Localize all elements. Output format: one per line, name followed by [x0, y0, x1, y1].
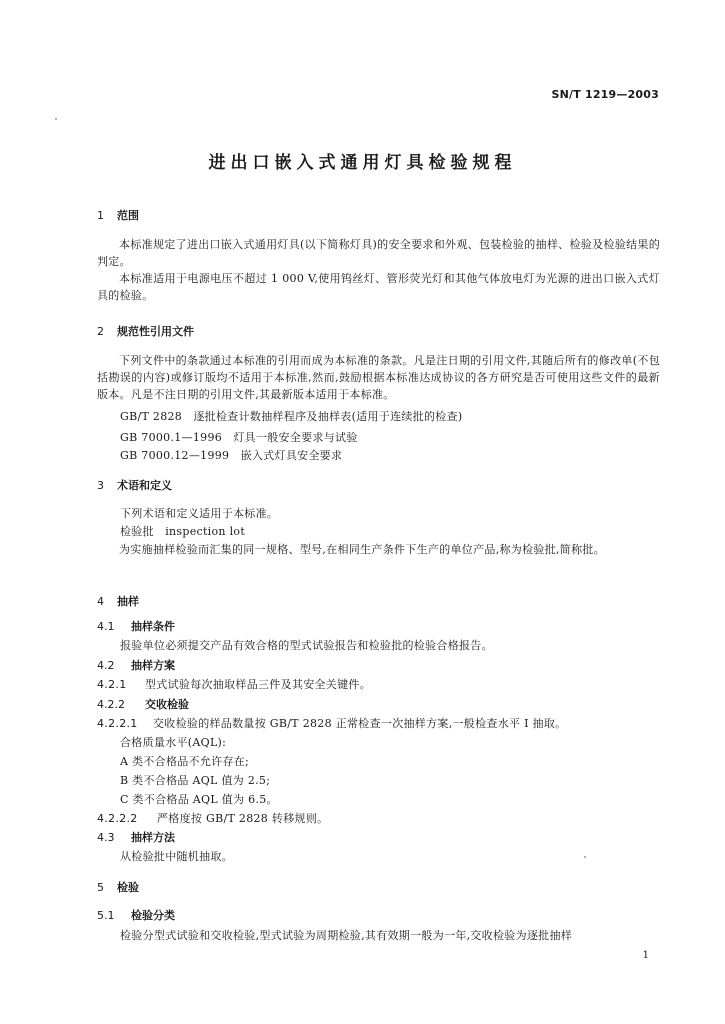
clause-title: 交收检验: [145, 698, 189, 711]
clause-title: 抽样方法: [131, 831, 175, 844]
section-number: 3: [97, 479, 104, 492]
aql-class-c: C 类不合格品 AQL 值为 6.5。: [120, 793, 278, 806]
clause-number: 4.2.2.1: [97, 717, 138, 730]
section-2-heading: [97, 323, 194, 339]
section-number: 1: [97, 209, 104, 222]
section-3-intro: 下列术语和定义适用于本标准。: [120, 507, 279, 520]
clause-text: 严格度按 GB/T 2828 转移规则。: [157, 812, 329, 825]
section-title: 规范性引用文件: [117, 325, 194, 338]
section-title: 抽样: [117, 595, 139, 608]
section-5-heading: [97, 879, 139, 895]
section-number: 4: [97, 595, 104, 608]
reference-gb7000-1: GB 7000.1—1996 灯具一般安全要求与试验: [120, 431, 358, 444]
section-1-heading: [97, 207, 139, 223]
clause-number: 4.2.1: [97, 678, 127, 691]
section-title: 范围: [117, 209, 139, 222]
clause-title: 检验分类: [131, 909, 175, 922]
scan-speck: [584, 856, 586, 858]
reference-gb7000-12: GB 7000.12—1999 嵌入式灯具安全要求: [120, 449, 343, 462]
clause-number: 4.2: [97, 659, 115, 672]
section-number: 2: [97, 325, 104, 338]
section-1-paragraph-2: 本标准适用于电源电压不超过 1 000 V,使用钨丝灯、管形荧光灯和其他气体放电灯为光源的进出口嵌入式灯具的检验。: [97, 272, 660, 302]
reference-gbt2828: GB/T 2828 逐批检查计数抽样程序及抽样表(适用于连续批的检查): [120, 410, 463, 423]
section-4-heading: [97, 593, 139, 609]
clause-number: 5.1: [97, 909, 115, 922]
clause-4-2-1: [97, 676, 371, 692]
aql-class-a: A 类不合格品不允许存在;: [120, 755, 250, 768]
page-number: 1: [642, 950, 649, 961]
section-3-heading: [97, 477, 172, 493]
clause-text: 交收检验的样品数量按 GB/T 2828 正常检查一次抽样方案,一般检查水平 Ⅰ 抽取。: [153, 717, 567, 730]
clause-number: 4.2.2: [97, 698, 125, 711]
clause-4-2-2-1: [97, 715, 566, 731]
clause-4-1-heading: [97, 618, 175, 634]
clause-5-1-heading: [97, 907, 175, 923]
clause-4-3-heading: [97, 829, 175, 845]
aql-heading: 合格质量水平(AQL):: [120, 736, 227, 749]
clause-title: 抽样方案: [131, 659, 175, 672]
clause-4-2-2-heading: [97, 696, 189, 712]
section-2-paragraph-1: 下列文件中的条款通过本标准的引用而成为本标准的条款。凡是注日期的引用文件,其随后所有的修改单(不包括勘误的内容)或修订版均不适用于本标准,然而,鼓励根据本标准达成协议的各方研究是否可使用这些文件的最新版本。凡是不注日期的引用文件,其最新版本适用于本标准。: [97, 354, 660, 401]
clause-number: 4.2.2.2: [97, 812, 138, 825]
clause-title: 抽样条件: [131, 620, 175, 633]
section-number: 5: [97, 881, 104, 894]
document-title: 进出口嵌入式通用灯具检验规程: [208, 153, 517, 173]
clause-number: 4.3: [97, 831, 115, 844]
clause-number: 4.1: [97, 620, 115, 633]
standard-number: SN/T 1219—2003: [551, 88, 659, 101]
clause-4-2-heading: [97, 657, 175, 673]
section-1-paragraph-1: 本标准规定了进出口嵌入式通用灯具(以下简称灯具)的安全要求和外观、包装检验的抽样、检验及检验结果的判定。: [97, 238, 660, 268]
clause-4-1-text: 报验单位必须提交产品有效合格的型式试验报告和检验批的检验合格报告。: [120, 639, 493, 652]
term-inspection-lot: 检验批 inspection lot: [120, 525, 246, 538]
aql-class-b: B 类不合格品 AQL 值为 2.5;: [120, 774, 271, 787]
section-title: 检验: [117, 881, 139, 894]
clause-4-2-2-2: [97, 810, 328, 826]
clause-4-3-text: 从检验批中随机抽取。: [120, 850, 233, 863]
scan-speck: [55, 118, 57, 120]
section-title: 术语和定义: [117, 479, 172, 492]
clause-5-1-text: 检验分型式试验和交收检验,型式试验为周期检验,其有效期一般为一年,交收检验为逐批抽样: [120, 929, 573, 942]
term-definition: 为实施抽样检验而汇集的同一规格、型号,在相同生产条件下生产的单位产品,称为检验批,简称批。: [119, 543, 605, 556]
clause-text: 型式试验每次抽取样品三件及其安全关键件。: [145, 678, 371, 691]
